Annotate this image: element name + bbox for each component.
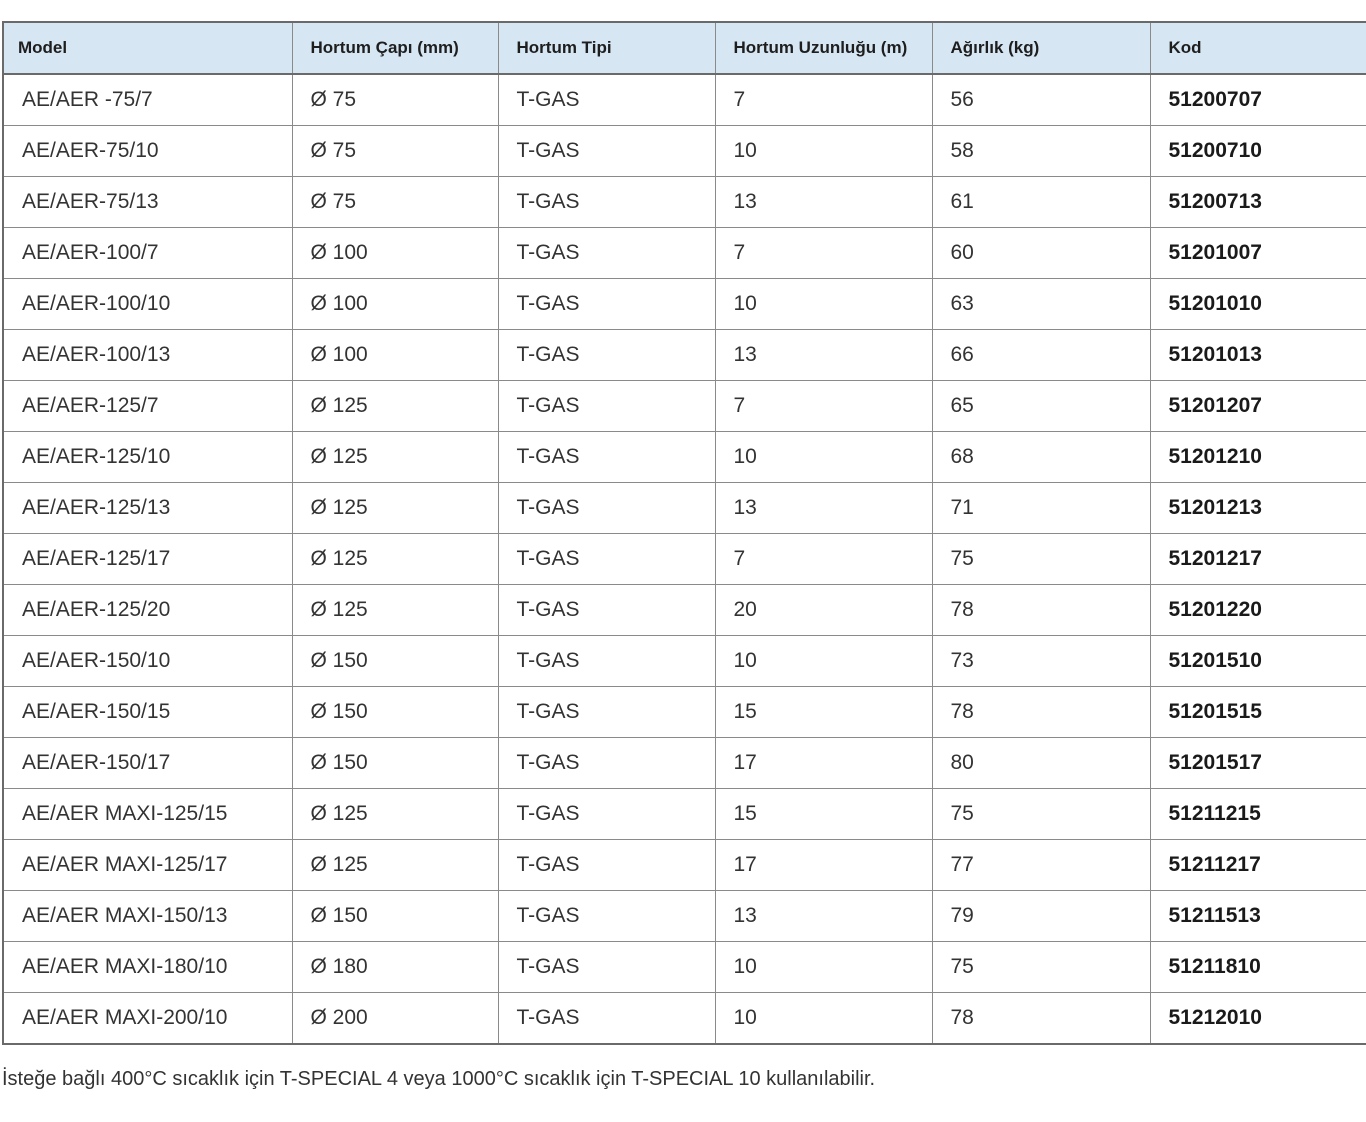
header-model: Model — [3, 22, 292, 74]
cell-weight: 77 — [932, 840, 1150, 891]
table-row — [3, 891, 1366, 942]
cell-code: 51201013 — [1150, 330, 1366, 381]
cell-hose-length: 20 — [715, 585, 932, 636]
cell-hose-length: 7 — [715, 74, 932, 126]
cell-hose-type: T-GAS — [498, 636, 715, 687]
table-header — [3, 22, 1366, 74]
cell-code: 51201517 — [1150, 738, 1366, 789]
cell-code: 51201210 — [1150, 432, 1366, 483]
cell-hose-length: 10 — [715, 993, 932, 1045]
table-row — [3, 279, 1366, 330]
cell-hose-type: T-GAS — [498, 534, 715, 585]
product-table-container — [2, 21, 1366, 1045]
header-hose-length: Hortum Uzunluğu (m) — [715, 22, 932, 74]
cell-weight: 75 — [932, 534, 1150, 585]
cell-weight: 79 — [932, 891, 1150, 942]
cell-hose-length: 13 — [715, 891, 932, 942]
cell-hose-diameter: Ø 180 — [292, 942, 498, 993]
cell-hose-diameter: Ø 75 — [292, 177, 498, 228]
cell-hose-diameter: Ø 100 — [292, 279, 498, 330]
cell-weight: 73 — [932, 636, 1150, 687]
table-row — [3, 738, 1366, 789]
cell-hose-type: T-GAS — [498, 432, 715, 483]
cell-hose-diameter: Ø 125 — [292, 381, 498, 432]
cell-model: AE/AER-125/10 — [3, 432, 292, 483]
cell-code: 51201207 — [1150, 381, 1366, 432]
cell-hose-type: T-GAS — [498, 483, 715, 534]
cell-hose-type: T-GAS — [498, 381, 715, 432]
table-row — [3, 126, 1366, 177]
table-row — [3, 74, 1366, 126]
cell-hose-type: T-GAS — [498, 228, 715, 279]
cell-hose-length: 7 — [715, 228, 932, 279]
cell-model: AE/AER-125/13 — [3, 483, 292, 534]
header-code: Kod — [1150, 22, 1366, 74]
cell-hose-diameter: Ø 150 — [292, 738, 498, 789]
cell-hose-length: 17 — [715, 840, 932, 891]
cell-weight: 78 — [932, 993, 1150, 1045]
cell-code: 51201220 — [1150, 585, 1366, 636]
cell-code: 51211217 — [1150, 840, 1366, 891]
cell-hose-diameter: Ø 100 — [292, 330, 498, 381]
cell-hose-length: 10 — [715, 636, 932, 687]
cell-hose-length: 10 — [715, 279, 932, 330]
table-row — [3, 228, 1366, 279]
header-hose-diameter: Hortum Çapı (mm) — [292, 22, 498, 74]
cell-hose-diameter: Ø 125 — [292, 483, 498, 534]
cell-hose-type: T-GAS — [498, 330, 715, 381]
cell-weight: 78 — [932, 585, 1150, 636]
footnote: İsteğe bağlı 400°C sıcaklık için T-SPECIAL 4 veya 1000°C sıcaklık için T-SPECIAL 10 kullanılabilir. — [2, 1068, 876, 1090]
cell-hose-type: T-GAS — [498, 687, 715, 738]
cell-model: AE/AER-100/10 — [3, 279, 292, 330]
cell-model: AE/AER -75/7 — [3, 74, 292, 126]
cell-hose-diameter: Ø 200 — [292, 993, 498, 1045]
cell-weight: 66 — [932, 330, 1150, 381]
cell-code: 51201510 — [1150, 636, 1366, 687]
cell-weight: 68 — [932, 432, 1150, 483]
cell-hose-diameter: Ø 125 — [292, 585, 498, 636]
cell-weight: 71 — [932, 483, 1150, 534]
table-row — [3, 789, 1366, 840]
header-hose-type: Hortum Tipi — [498, 22, 715, 74]
table-row — [3, 432, 1366, 483]
cell-hose-diameter: Ø 150 — [292, 891, 498, 942]
cell-code: 51212010 — [1150, 993, 1366, 1045]
table-row — [3, 636, 1366, 687]
cell-code: 51200713 — [1150, 177, 1366, 228]
cell-model: AE/AER-150/17 — [3, 738, 292, 789]
cell-model: AE/AER-100/13 — [3, 330, 292, 381]
table-row — [3, 534, 1366, 585]
cell-hose-type: T-GAS — [498, 177, 715, 228]
cell-weight: 80 — [932, 738, 1150, 789]
cell-hose-type: T-GAS — [498, 993, 715, 1045]
cell-model: AE/AER-75/13 — [3, 177, 292, 228]
cell-weight: 56 — [932, 74, 1150, 126]
cell-hose-length: 10 — [715, 942, 932, 993]
cell-code: 51201515 — [1150, 687, 1366, 738]
cell-model: AE/AER-125/7 — [3, 381, 292, 432]
cell-code: 51211215 — [1150, 789, 1366, 840]
cell-model: AE/AER-150/10 — [3, 636, 292, 687]
header-weight: Ağırlık (kg) — [932, 22, 1150, 74]
cell-hose-type: T-GAS — [498, 942, 715, 993]
cell-hose-type: T-GAS — [498, 74, 715, 126]
cell-hose-length: 13 — [715, 330, 932, 381]
cell-hose-type: T-GAS — [498, 891, 715, 942]
cell-hose-length: 17 — [715, 738, 932, 789]
cell-code: 51201010 — [1150, 279, 1366, 330]
cell-model: AE/AER MAXI-200/10 — [3, 993, 292, 1045]
cell-model: AE/AER-100/7 — [3, 228, 292, 279]
cell-model: AE/AER MAXI-125/17 — [3, 840, 292, 891]
cell-hose-diameter: Ø 125 — [292, 432, 498, 483]
cell-hose-diameter: Ø 150 — [292, 687, 498, 738]
table-row — [3, 483, 1366, 534]
cell-hose-diameter: Ø 125 — [292, 534, 498, 585]
cell-weight: 65 — [932, 381, 1150, 432]
cell-model: AE/AER-125/17 — [3, 534, 292, 585]
cell-weight: 78 — [932, 687, 1150, 738]
cell-weight: 75 — [932, 942, 1150, 993]
header-row — [3, 22, 1366, 74]
cell-hose-length: 13 — [715, 177, 932, 228]
cell-hose-length: 15 — [715, 687, 932, 738]
table-row — [3, 840, 1366, 891]
cell-hose-length: 10 — [715, 432, 932, 483]
cell-hose-type: T-GAS — [498, 585, 715, 636]
cell-weight: 63 — [932, 279, 1150, 330]
table-row — [3, 177, 1366, 228]
cell-code: 51201213 — [1150, 483, 1366, 534]
cell-code: 51200707 — [1150, 74, 1366, 126]
cell-hose-diameter: Ø 150 — [292, 636, 498, 687]
table-body — [3, 74, 1366, 1044]
cell-code: 51201007 — [1150, 228, 1366, 279]
product-spec-table — [2, 21, 1366, 1045]
table-row — [3, 687, 1366, 738]
cell-weight: 75 — [932, 789, 1150, 840]
cell-hose-diameter: Ø 100 — [292, 228, 498, 279]
cell-hose-type: T-GAS — [498, 126, 715, 177]
table-row — [3, 942, 1366, 993]
table-row — [3, 381, 1366, 432]
cell-model: AE/AER MAXI-150/13 — [3, 891, 292, 942]
cell-hose-length: 7 — [715, 534, 932, 585]
cell-hose-diameter: Ø 75 — [292, 74, 498, 126]
cell-model: AE/AER MAXI-180/10 — [3, 942, 292, 993]
cell-hose-length: 15 — [715, 789, 932, 840]
table-row — [3, 993, 1366, 1045]
cell-model: AE/AER-125/20 — [3, 585, 292, 636]
cell-hose-type: T-GAS — [498, 840, 715, 891]
cell-weight: 61 — [932, 177, 1150, 228]
cell-model: AE/AER-150/15 — [3, 687, 292, 738]
cell-weight: 60 — [932, 228, 1150, 279]
table-row — [3, 330, 1366, 381]
cell-hose-diameter: Ø 125 — [292, 789, 498, 840]
cell-model: AE/AER MAXI-125/15 — [3, 789, 292, 840]
cell-hose-diameter: Ø 125 — [292, 840, 498, 891]
cell-code: 51200710 — [1150, 126, 1366, 177]
cell-hose-type: T-GAS — [498, 738, 715, 789]
cell-hose-type: T-GAS — [498, 279, 715, 330]
table-row — [3, 585, 1366, 636]
cell-hose-length: 10 — [715, 126, 932, 177]
cell-weight: 58 — [932, 126, 1150, 177]
cell-code: 51211513 — [1150, 891, 1366, 942]
cell-code: 51211810 — [1150, 942, 1366, 993]
cell-model: AE/AER-75/10 — [3, 126, 292, 177]
cell-hose-type: T-GAS — [498, 789, 715, 840]
cell-hose-length: 13 — [715, 483, 932, 534]
cell-hose-length: 7 — [715, 381, 932, 432]
cell-hose-diameter: Ø 75 — [292, 126, 498, 177]
cell-code: 51201217 — [1150, 534, 1366, 585]
